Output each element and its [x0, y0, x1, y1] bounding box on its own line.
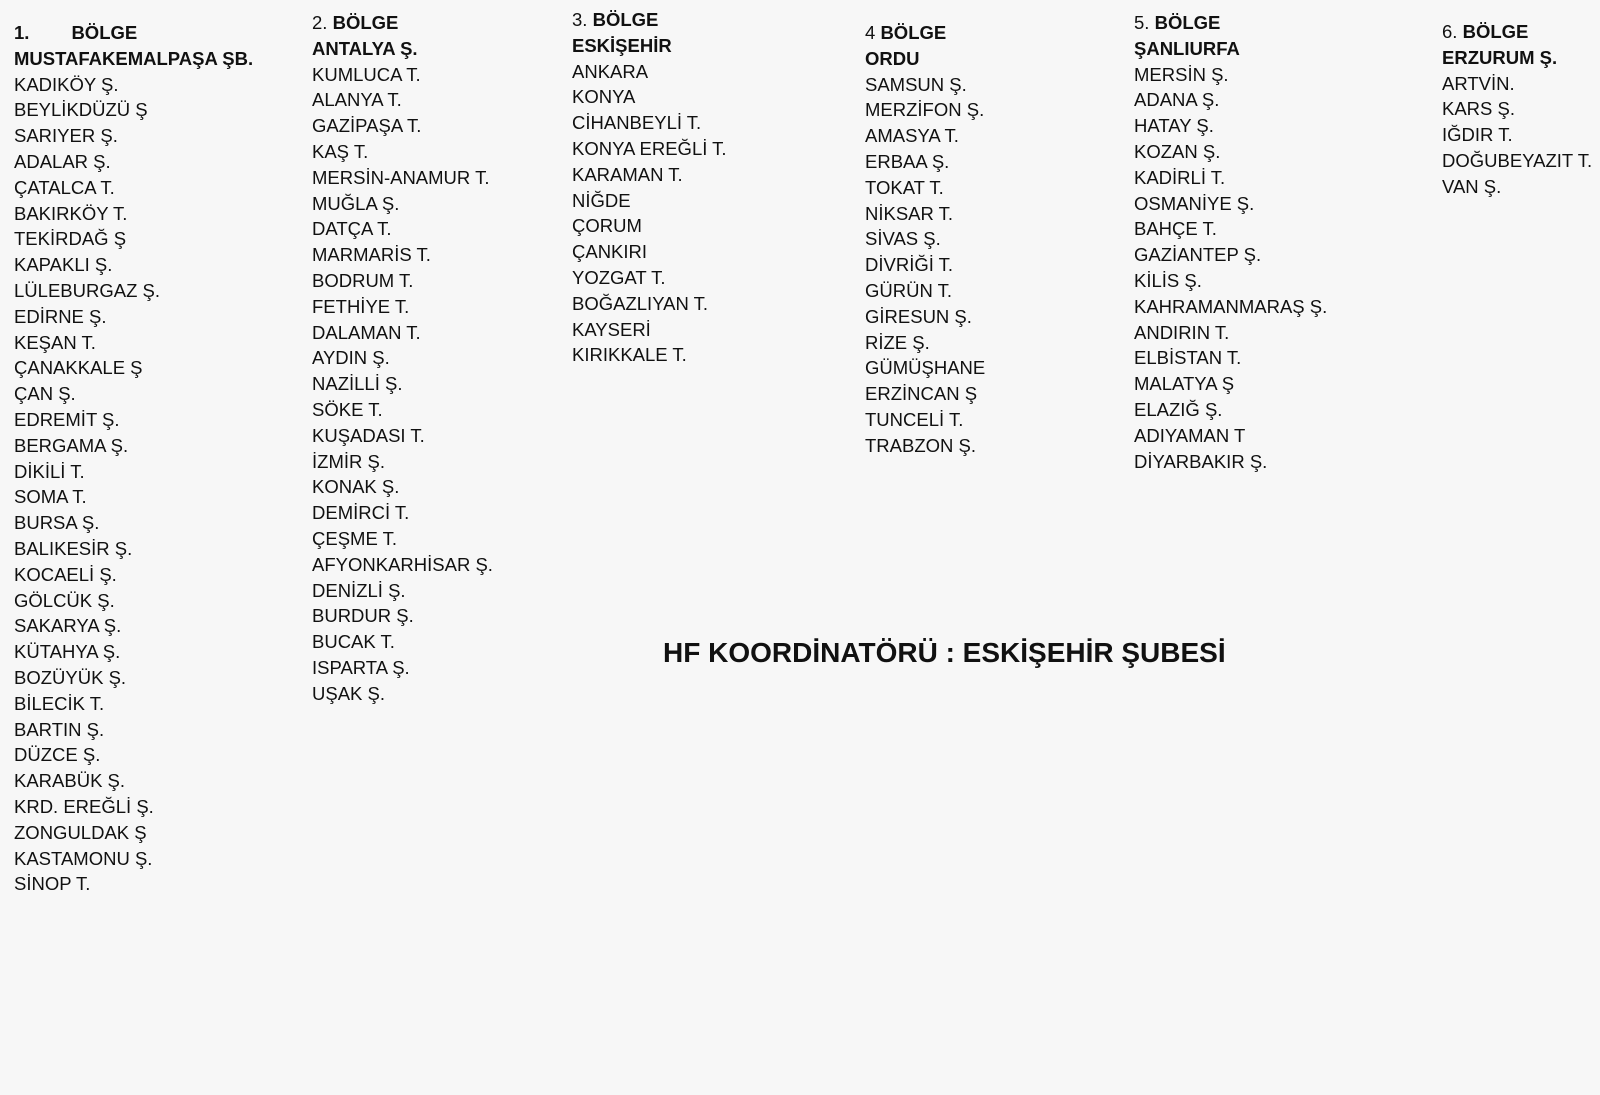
region-6-column [1442, 19, 1592, 200]
region-item: ERZİNCAN Ş [865, 383, 978, 405]
region-item: DİYARBAKIR Ş. [1134, 450, 1268, 472]
region-item: NİKSAR T. [865, 202, 954, 224]
region-item: DALAMAN T. [312, 321, 421, 343]
region-item: BURDUR Ş. [312, 605, 414, 627]
region-item: SÖKE T. [312, 398, 383, 420]
region-item: GÖLCÜK Ş. [14, 589, 115, 611]
region-item: HATAY Ş. [1134, 115, 1214, 137]
region-item: KARS Ş. [1442, 98, 1515, 120]
region-item: ANDIRIN T. [1134, 321, 1230, 343]
region-item: TRABZON Ş. [865, 434, 977, 456]
region-5-name: ŞANLIURFA [1134, 37, 1240, 59]
region-item: KAHRAMANMARAŞ Ş. [1134, 295, 1328, 317]
region-2-name: ANTALYA Ş. [312, 37, 418, 59]
region-item: KRD. EREĞLİ Ş. [14, 795, 154, 817]
region-item: OSMANİYE Ş. [1134, 192, 1255, 214]
region-item: BARTIN Ş. [14, 718, 105, 740]
region-item: BALIKESİR Ş. [14, 537, 133, 559]
region-item: KUŞADASI T. [312, 424, 425, 446]
region-item: KİLİS Ş. [1134, 269, 1202, 291]
region-4-name: ORDU [865, 47, 920, 69]
region-2-column [312, 10, 493, 707]
region-item: SİNOP T. [14, 873, 91, 895]
region-item: DÜZCE Ş. [14, 744, 101, 766]
region-item: MERSİN-ANAMUR T. [312, 166, 490, 188]
region-item: ERBAA Ş. [865, 150, 950, 172]
region-item: YOZGAT T. [572, 266, 666, 288]
region-item: MARMARİS T. [312, 244, 431, 266]
region-1-label: BÖLGE [71, 22, 138, 43]
region-item: MERZİFON Ş. [865, 99, 985, 121]
region-item: BODRUM T. [312, 269, 414, 291]
region-item: GAZİPAŞA T. [312, 115, 422, 137]
region-item: BURSA Ş. [14, 512, 100, 534]
region-item: SARIYER Ş. [14, 125, 118, 147]
region-item: KUMLUCA T. [312, 63, 421, 85]
region-item: BİLECİK T. [14, 692, 105, 714]
region-4-number: 4 [865, 22, 876, 43]
region-item: EDİRNE Ş. [14, 305, 107, 327]
region-item: ALANYA T. [312, 89, 402, 111]
region-item: TUNCELİ T. [865, 408, 964, 430]
region-item: KASTAMONU Ş. [14, 847, 153, 869]
region-5-number: 5. [1134, 12, 1150, 33]
region-1-column [14, 20, 253, 897]
region-item: SİVAS Ş. [865, 228, 941, 250]
region-item: TEKİRDAĞ Ş [14, 228, 127, 250]
region-item: ÇANAKKALE Ş [14, 357, 143, 379]
region-item: KOCAELİ Ş. [14, 563, 117, 585]
region-item: KAŞ T. [312, 140, 369, 162]
region-item: GAZİANTEP Ş. [1134, 244, 1262, 266]
region-item: NAZİLLİ Ş. [312, 373, 403, 395]
region-item: KOZAN Ş. [1134, 140, 1221, 162]
region-item: KADIKÖY Ş. [14, 73, 119, 95]
region-item: BUCAK T. [312, 631, 395, 653]
region-item: KÜTAHYA Ş. [14, 641, 121, 663]
region-item: GÜRÜN T. [865, 279, 953, 301]
region-6-label: BÖLGE [1462, 21, 1529, 42]
region-item: ARTVİN. [1442, 72, 1515, 94]
region-item: KADİRLİ T. [1134, 166, 1226, 188]
region-item: İZMİR Ş. [312, 450, 385, 472]
region-item: BEYLİKDÜZÜ Ş [14, 99, 148, 121]
region-item: DİKİLİ T. [14, 460, 85, 482]
region-item: VAN Ş. [1442, 175, 1502, 197]
region-item: MERSİN Ş. [1134, 63, 1229, 85]
region-item: SAKARYA Ş. [14, 615, 122, 637]
region-item: DATÇA T. [312, 218, 392, 240]
region-item: MUĞLA Ş. [312, 192, 400, 214]
region-item: NİĞDE [572, 189, 631, 211]
region-item: ÇEŞME T. [312, 527, 397, 549]
region-5-header [1134, 10, 1327, 36]
region-1-name: MUSTAFAKEMALPAŞA ŞB. [14, 47, 254, 69]
region-item: KARABÜK Ş. [14, 770, 126, 792]
region-2-header [312, 10, 493, 36]
region-3-column [572, 7, 727, 368]
region-6-name: ERZURUM Ş. [1442, 46, 1558, 68]
region-item: KAPAKLI Ş. [14, 254, 113, 276]
region-item: AYDIN Ş. [312, 347, 390, 369]
region-item: ÇAN Ş. [14, 383, 76, 405]
region-6-items [1442, 71, 1592, 200]
region-item: ÇATALCA T. [14, 176, 115, 198]
region-item: ÇANKIRI [572, 241, 648, 263]
region-item: CİHANBEYLİ T. [572, 112, 702, 134]
region-2-label: BÖLGE [332, 12, 399, 33]
region-4-label: BÖLGE [880, 22, 947, 43]
region-item: BERGAMA Ş. [14, 434, 129, 456]
region-item: ELAZIĞ Ş. [1134, 398, 1223, 420]
region-5-items [1134, 62, 1327, 475]
region-item: KEŞAN T. [14, 331, 96, 353]
region-item: ISPARTA Ş. [312, 656, 410, 678]
region-item: SAMSUN Ş. [865, 73, 967, 95]
region-item: BAKIRKÖY T. [14, 202, 128, 224]
region-item: UŞAK Ş. [312, 682, 385, 704]
region-item: BOZÜYÜK Ş. [14, 666, 127, 688]
region-4-header [865, 20, 985, 46]
region-item: EDREMİT Ş. [14, 408, 120, 430]
region-5-column [1134, 10, 1327, 474]
region-2-number: 2. [312, 12, 328, 33]
region-item: ADALAR Ş. [14, 150, 111, 172]
region-item: DOĞUBEYAZIT T. [1442, 149, 1593, 171]
region-item: ANKARA [572, 60, 649, 82]
region-4-column [865, 20, 985, 459]
region-item: GİRESUN Ş. [865, 305, 972, 327]
region-item: AFYONKARHİSAR Ş. [312, 553, 493, 575]
region-item: DENİZLİ Ş. [312, 579, 406, 601]
region-3-header [572, 7, 727, 33]
region-item: ADIYAMAN T [1134, 424, 1246, 446]
region-item: KAYSERİ [572, 318, 651, 340]
region-6-number: 6. [1442, 21, 1458, 42]
region-3-number: 3. [572, 9, 588, 30]
region-item: RİZE Ş. [865, 331, 930, 353]
region-item: BAHÇE T. [1134, 218, 1217, 240]
region-item: KONAK Ş. [312, 476, 400, 498]
coordinator-title: HF KOORDİNATÖRÜ : ESKİŞEHİR ŞUBESİ [663, 637, 1226, 668]
region-item: KARAMAN T. [572, 163, 683, 185]
region-item: SOMA T. [14, 486, 87, 508]
region-item: DİVRİĞİ T. [865, 254, 954, 276]
region-1-header [14, 20, 253, 46]
region-2-items [312, 62, 493, 707]
region-item: GÜMÜŞHANE [865, 357, 986, 379]
region-item: ÇORUM [572, 215, 642, 237]
region-item: FETHİYE T. [312, 295, 410, 317]
region-1-number: 1. [14, 22, 30, 43]
region-item: DEMİRCİ T. [312, 502, 410, 524]
region-item: AMASYA T. [865, 125, 959, 147]
region-4-items [865, 72, 985, 459]
region-item: KIRIKKALE T. [572, 344, 687, 366]
region-1-items [14, 72, 253, 898]
region-item: ZONGULDAK Ş [14, 821, 147, 843]
region-3-name: ESKİŞEHİR [572, 34, 672, 56]
region-3-items [572, 59, 727, 369]
region-6-header [1442, 19, 1592, 45]
region-item: IĞDIR T. [1442, 124, 1513, 146]
region-3-label: BÖLGE [592, 9, 659, 30]
region-5-label: BÖLGE [1154, 12, 1221, 33]
region-item: MALATYA Ş [1134, 373, 1235, 395]
region-item: BOĞAZLIYAN T. [572, 292, 709, 314]
region-item: ELBİSTAN T. [1134, 347, 1242, 369]
region-item: TOKAT T. [865, 176, 944, 198]
region-item: LÜLEBURGAZ Ş. [14, 279, 160, 301]
region-item: KONYA [572, 86, 636, 108]
region-item: ADANA Ş. [1134, 89, 1220, 111]
region-item: KONYA EREĞLİ T. [572, 137, 727, 159]
